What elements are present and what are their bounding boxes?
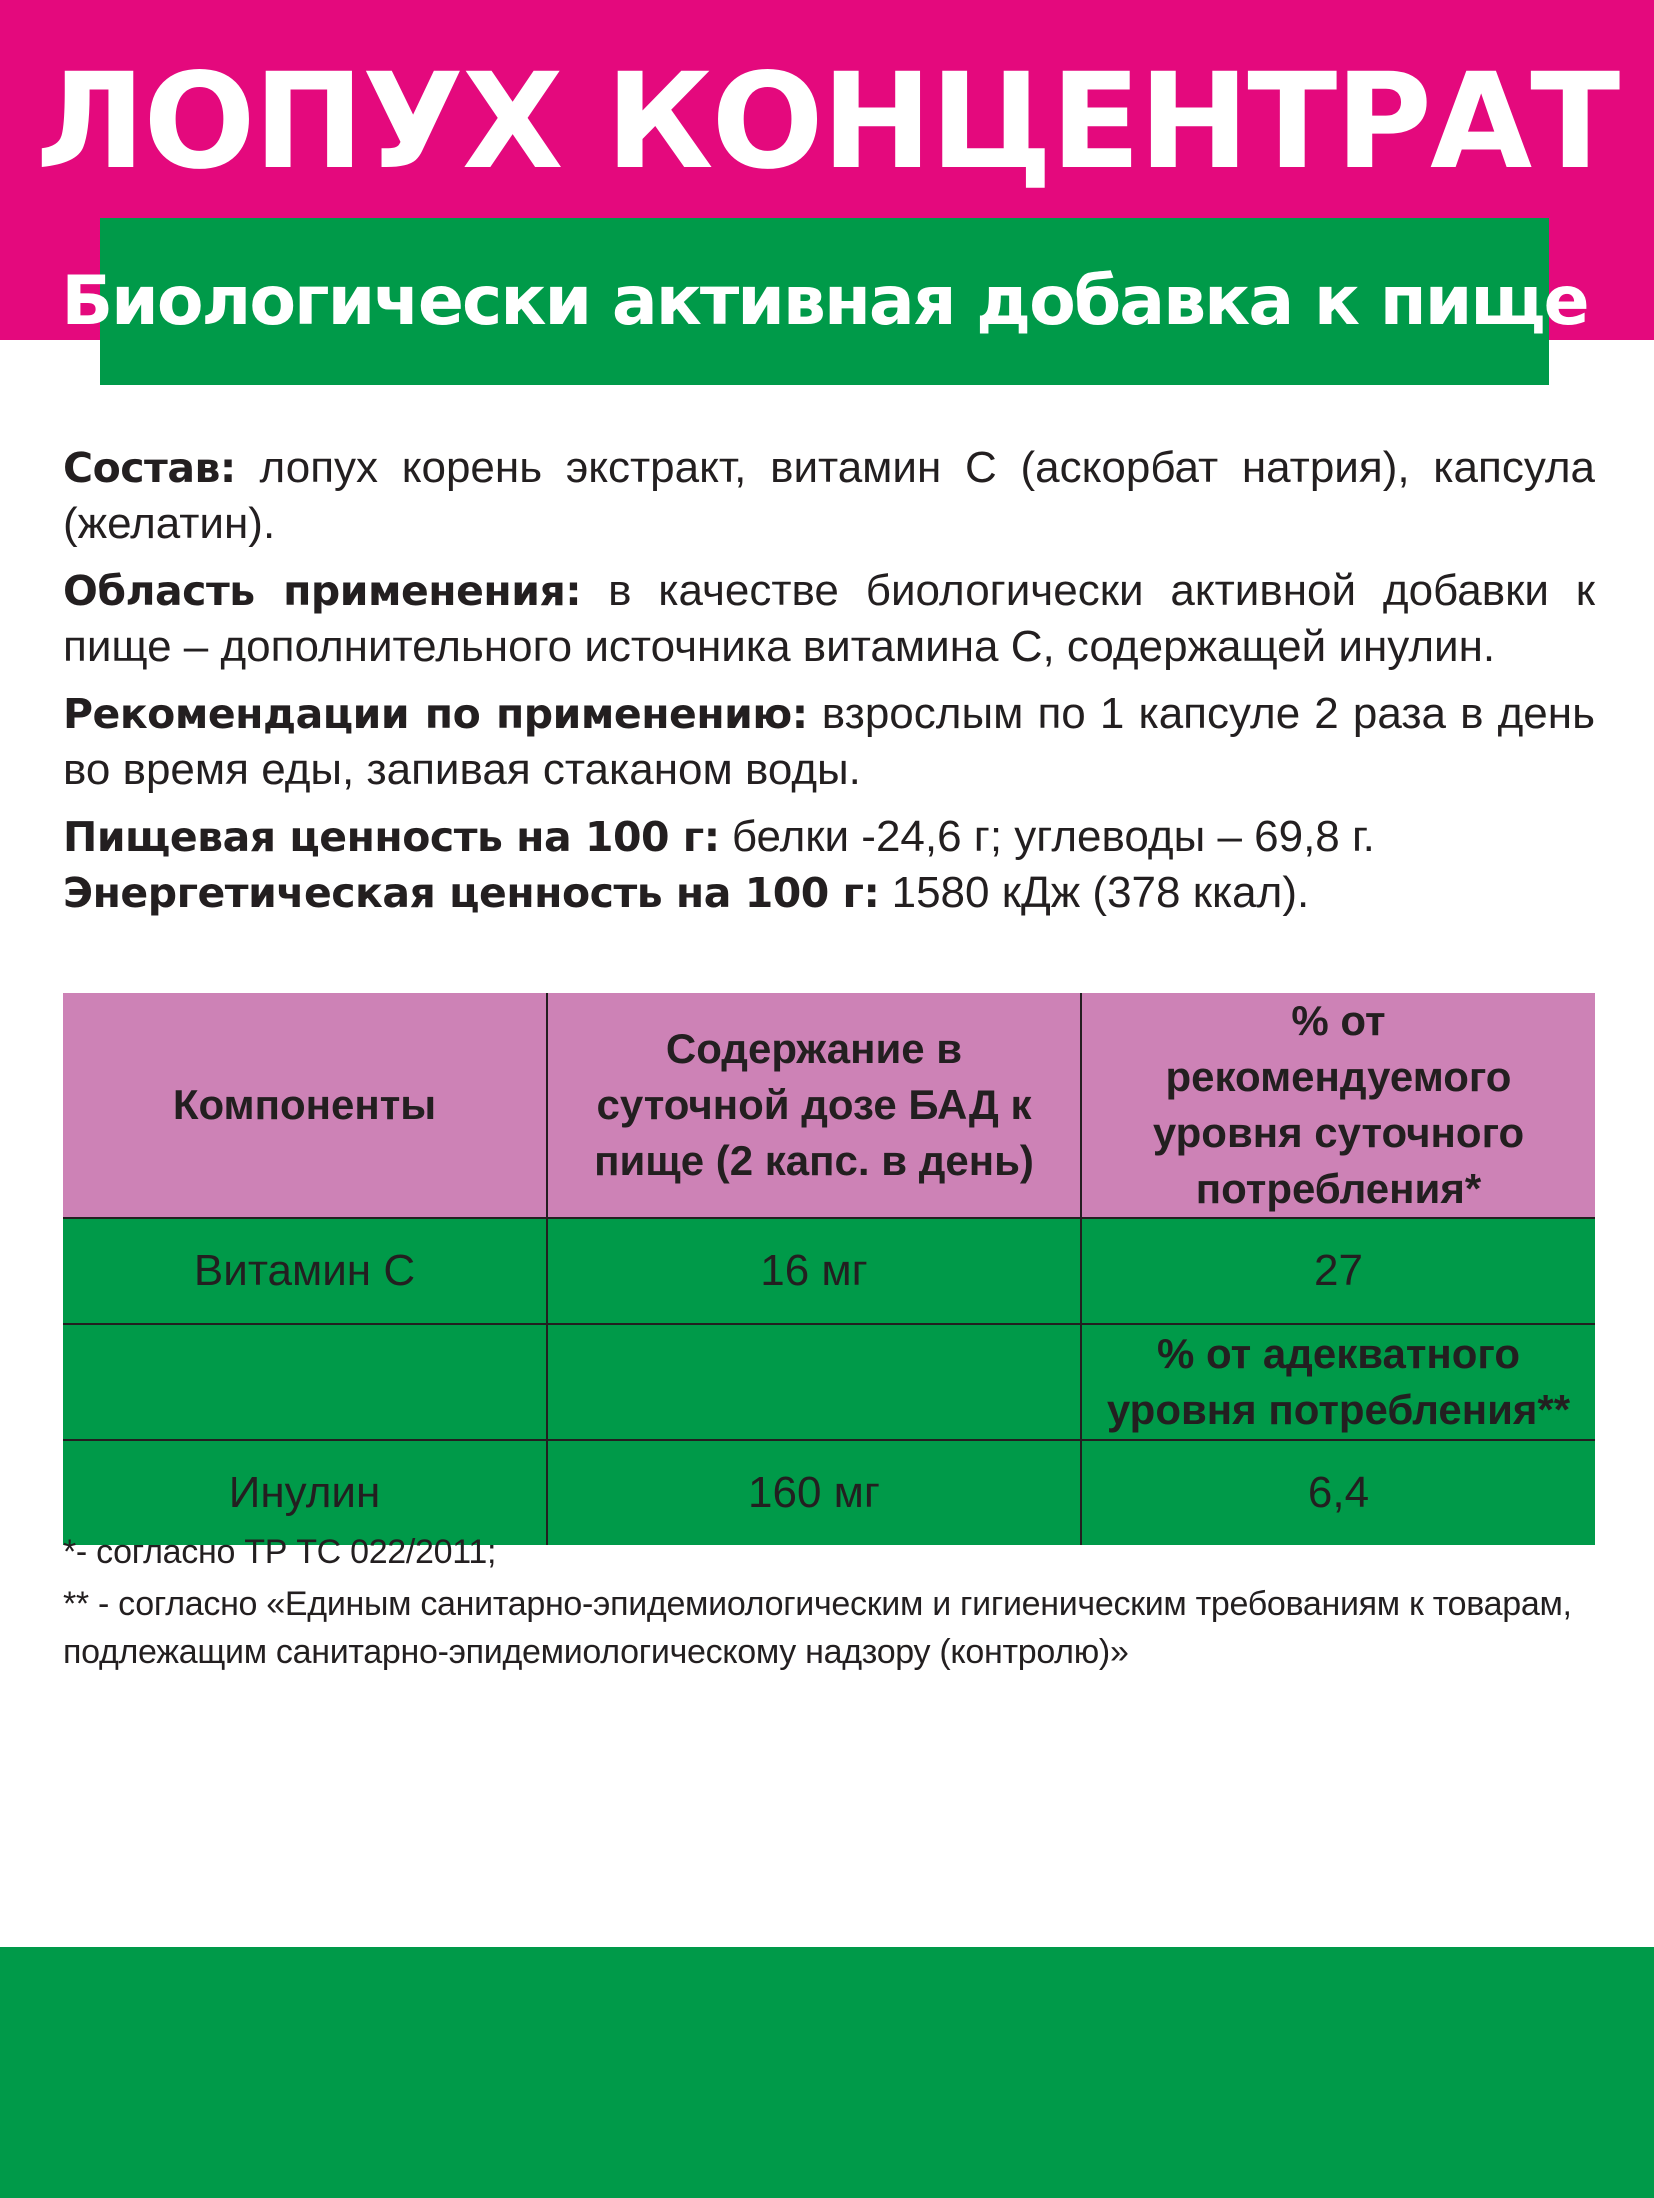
adequate-percent-header-text: % от адекватного уровня потребления** <box>1106 1330 1571 1433</box>
cell-amount: 16 мг <box>547 1218 1081 1324</box>
header-recommended-percent <box>1081 993 1595 1218</box>
cell-component: Инулин <box>63 1440 547 1545</box>
nutrition-paragraph <box>63 809 1595 865</box>
nutrition-label: Пищевая ценность на 100 г: <box>63 813 720 861</box>
composition-text: лопух корень экстракт, витамин С (аскорбат натрия), капсула (желатин). <box>63 443 1595 548</box>
cell-percent: 27 <box>1081 1218 1595 1324</box>
cell-amount <box>547 1324 1081 1440</box>
footnote-1: *- согласно ТР ТС 022/2011; <box>63 1533 497 1571</box>
product-title: ЛОПУХ КОНЦЕНТРАТ <box>35 45 1619 199</box>
cell-component: Витамин С <box>63 1218 547 1324</box>
subtitle-banner <box>61 218 1588 385</box>
recommendations-text: взрослым по 1 капсуле 2 раза в день во время еды, запивая стаканом воды. <box>63 689 1595 794</box>
recommendations-paragraph <box>63 686 1595 798</box>
nutrition-text: белки -24,6 г; углеводы – 69,8 г. <box>719 812 1375 861</box>
table-row <box>63 1324 1595 1440</box>
cell-percent: 6,4 <box>1081 1440 1595 1545</box>
cell-adequate-percent-header <box>1081 1324 1595 1440</box>
table-row <box>63 1218 1595 1324</box>
footnotes <box>63 1528 1595 1680</box>
product-subtitle: Биологически активная добавка к пище <box>61 262 1588 341</box>
application-label: Область применения: <box>63 567 582 615</box>
composition-paragraph <box>63 440 1595 552</box>
recommendations-label: Рекомендации по применению: <box>63 690 808 738</box>
table-header-row <box>63 993 1595 1218</box>
footnote-2: ** - согласно «Единым санитарно-эпидемиологическим и гигиеническим требованиям к товарам, подлежащим санитарно-эпидемиологическому надзору (контролю)» <box>63 1585 1572 1671</box>
energy-paragraph <box>63 865 1595 921</box>
header-daily-dose <box>547 993 1081 1218</box>
energy-text: 1580 кДж (378 ккал). <box>879 868 1310 917</box>
composition-label: Состав: <box>63 444 236 492</box>
application-paragraph <box>63 563 1595 675</box>
energy-label: Энергетическая ценность на 100 г: <box>63 869 880 917</box>
product-info <box>63 440 1595 921</box>
header-components: Компоненты <box>63 993 547 1218</box>
application-text: в качестве биологически активной добавки к пище – дополнительного источника витамина С, содержащей инулин. <box>63 566 1595 671</box>
cell-amount: 160 мг <box>547 1440 1081 1545</box>
header-recommended-percent-text: % от рекомендуемого уровня суточного потребления* <box>1152 997 1525 1212</box>
header-daily-dose-text: Содержание в суточной дозе БАД к пище (2 капс. в день) <box>594 1025 1034 1184</box>
footer-band <box>0 1947 1654 2198</box>
cell-component <box>63 1324 547 1440</box>
nutrient-table <box>63 993 1595 1545</box>
